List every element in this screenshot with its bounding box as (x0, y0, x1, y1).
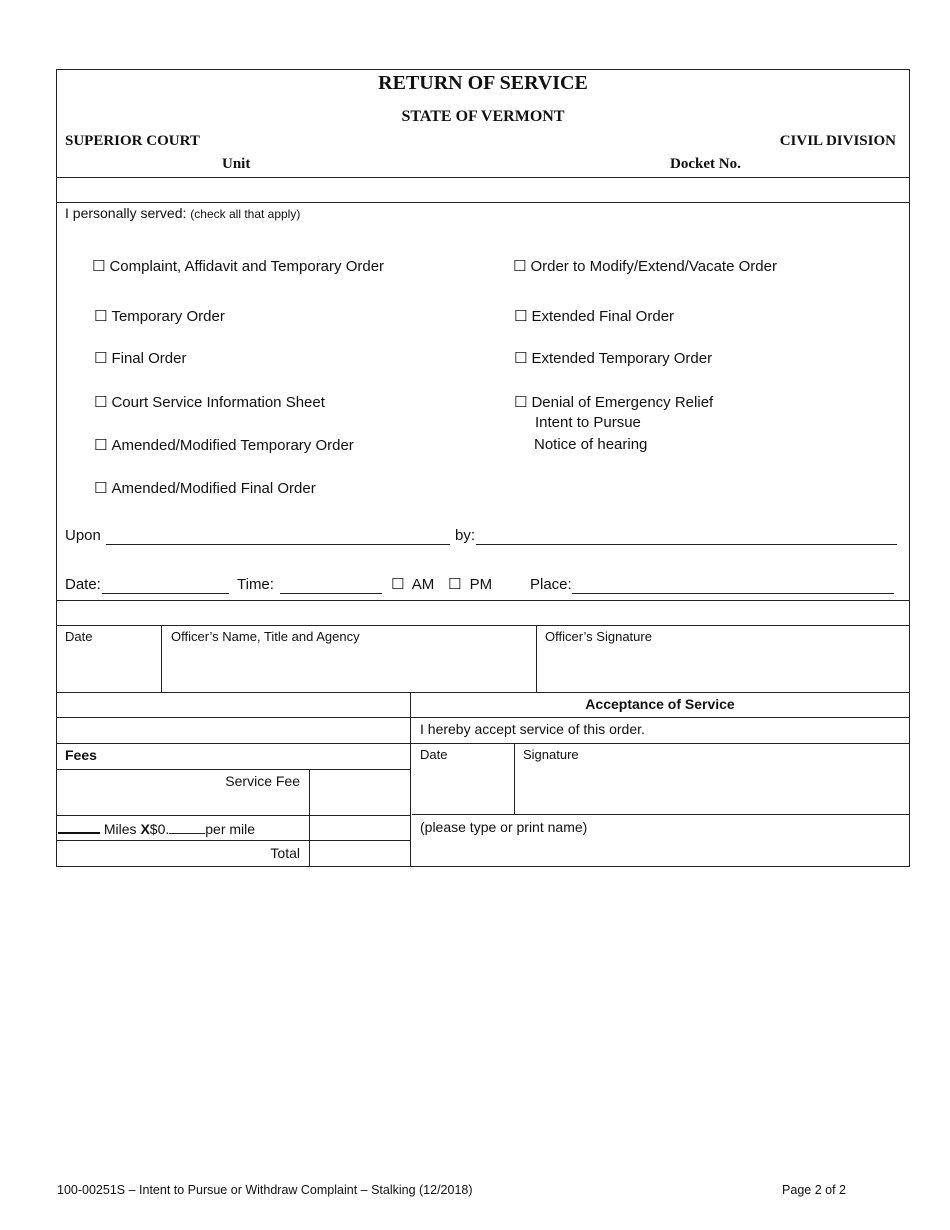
served-intro-text: I personally served: (65, 205, 187, 221)
checkbox-icon[interactable]: ☐ (391, 575, 405, 593)
intent-to-pursue-label: Intent to Pursue (535, 414, 641, 431)
place-label: Place: (530, 576, 572, 593)
officer-signature-field[interactable] (537, 645, 909, 691)
date-field[interactable] (102, 578, 229, 594)
checkbox-item[interactable] (94, 393, 325, 411)
pm-label: PM (469, 576, 493, 593)
checkbox-label: Final Order (111, 350, 187, 367)
checkbox-item[interactable] (94, 307, 225, 325)
officer-name-header: Officer’s Name, Title and Agency (171, 629, 360, 644)
unit-label: Unit (222, 156, 251, 172)
service-fee-label: Service Fee (225, 773, 300, 789)
officer-date-field[interactable] (57, 645, 161, 691)
times-symbol: X (140, 821, 150, 837)
officer-name-field[interactable] (162, 645, 536, 691)
served-intro-note: (check all that apply) (190, 207, 301, 221)
acceptance-signature-field[interactable] (516, 764, 908, 813)
total-field[interactable] (310, 841, 410, 865)
checkbox-label: Order to Modify/Extend/Vacate Order (530, 258, 777, 275)
checkbox-icon[interactable]: ☐ (514, 307, 528, 325)
service-fee-field[interactable] (310, 770, 410, 814)
checkbox-label: Complaint, Affidavit and Temporary Order (109, 258, 385, 275)
checkbox-icon[interactable]: ☐ (513, 257, 527, 275)
checkbox-icon[interactable]: ☐ (92, 257, 106, 275)
checkbox-label: Denial of Emergency Relief (531, 394, 714, 411)
miles-label: Miles (103, 821, 137, 837)
time-field[interactable] (280, 578, 382, 594)
miles-row (58, 818, 255, 837)
acceptance-date-label: Date (420, 747, 448, 762)
by-label: by: (455, 527, 476, 544)
acceptance-statement: I hereby accept service of this order. (420, 721, 645, 737)
checkbox-label: Extended Final Order (531, 308, 675, 325)
per-mile-label: per mile (205, 821, 256, 837)
am-option[interactable] (391, 575, 434, 593)
miles-field[interactable] (58, 818, 100, 834)
acceptance-signature-label: Signature (523, 747, 579, 762)
checkbox-icon[interactable]: ☐ (94, 479, 108, 497)
checkbox-item[interactable] (94, 479, 316, 497)
officer-signature-header: Officer’s Signature (545, 629, 652, 644)
checkbox-icon[interactable]: ☐ (94, 436, 108, 454)
acceptance-date-field[interactable] (412, 764, 513, 813)
checkbox-icon[interactable]: ☐ (94, 349, 108, 367)
time-label: Time: (237, 576, 274, 593)
rate-prefix: $0. (149, 821, 170, 837)
page-number: Page 2 of 2 (782, 1183, 846, 1197)
print-name-label: (please type or print name) (420, 819, 588, 835)
checkbox-label: Extended Temporary Order (531, 350, 713, 367)
checkbox-label: Court Service Information Sheet (111, 394, 325, 411)
officer-date-header: Date (65, 629, 93, 644)
checkbox-item[interactable] (94, 349, 186, 367)
checkbox-icon[interactable]: ☐ (94, 393, 108, 411)
form-id: 100-00251S – Intent to Pursue or Withdraw Complaint – Stalking (12/2018) (57, 1183, 473, 1197)
notice-of-hearing-label: Notice of hearing (534, 436, 648, 453)
checkbox-label: Temporary Order (111, 308, 225, 325)
date-label: Date: (65, 576, 101, 593)
form-title: RETURN OF SERVICE (378, 72, 588, 94)
checkbox-item[interactable] (514, 393, 713, 411)
served-intro (65, 205, 300, 221)
checkbox-icon[interactable]: ☐ (448, 575, 462, 593)
mileage-amount-field[interactable] (310, 816, 410, 839)
checkbox-item[interactable] (513, 257, 777, 275)
by-field[interactable] (476, 529, 897, 545)
am-label: AM (411, 576, 435, 593)
total-label: Total (270, 845, 300, 861)
checkbox-label: Amended/Modified Temporary Order (111, 437, 354, 454)
place-field[interactable] (572, 578, 894, 594)
checkbox-icon[interactable]: ☐ (94, 307, 108, 325)
division-label: CIVIL DIVISION (779, 133, 896, 149)
checkbox-item[interactable] (514, 307, 674, 325)
checkbox-item[interactable] (514, 349, 712, 367)
checkbox-item[interactable] (94, 436, 354, 454)
checkbox-label: Amended/Modified Final Order (111, 480, 316, 497)
checkbox-icon[interactable]: ☐ (514, 349, 528, 367)
acceptance-title: Acceptance of Service (585, 696, 735, 712)
rate-field[interactable] (169, 819, 205, 834)
upon-field[interactable] (106, 529, 450, 545)
print-name-field[interactable] (412, 838, 908, 865)
checkbox-icon[interactable]: ☐ (514, 393, 528, 411)
court-label: SUPERIOR COURT (65, 133, 200, 149)
state-heading: STATE OF VERMONT (401, 108, 565, 125)
pm-option[interactable] (448, 575, 492, 593)
upon-label: Upon (65, 527, 101, 544)
fees-title: Fees (65, 747, 97, 763)
docket-label: Docket No. (670, 156, 741, 172)
checkbox-item[interactable] (92, 257, 384, 275)
